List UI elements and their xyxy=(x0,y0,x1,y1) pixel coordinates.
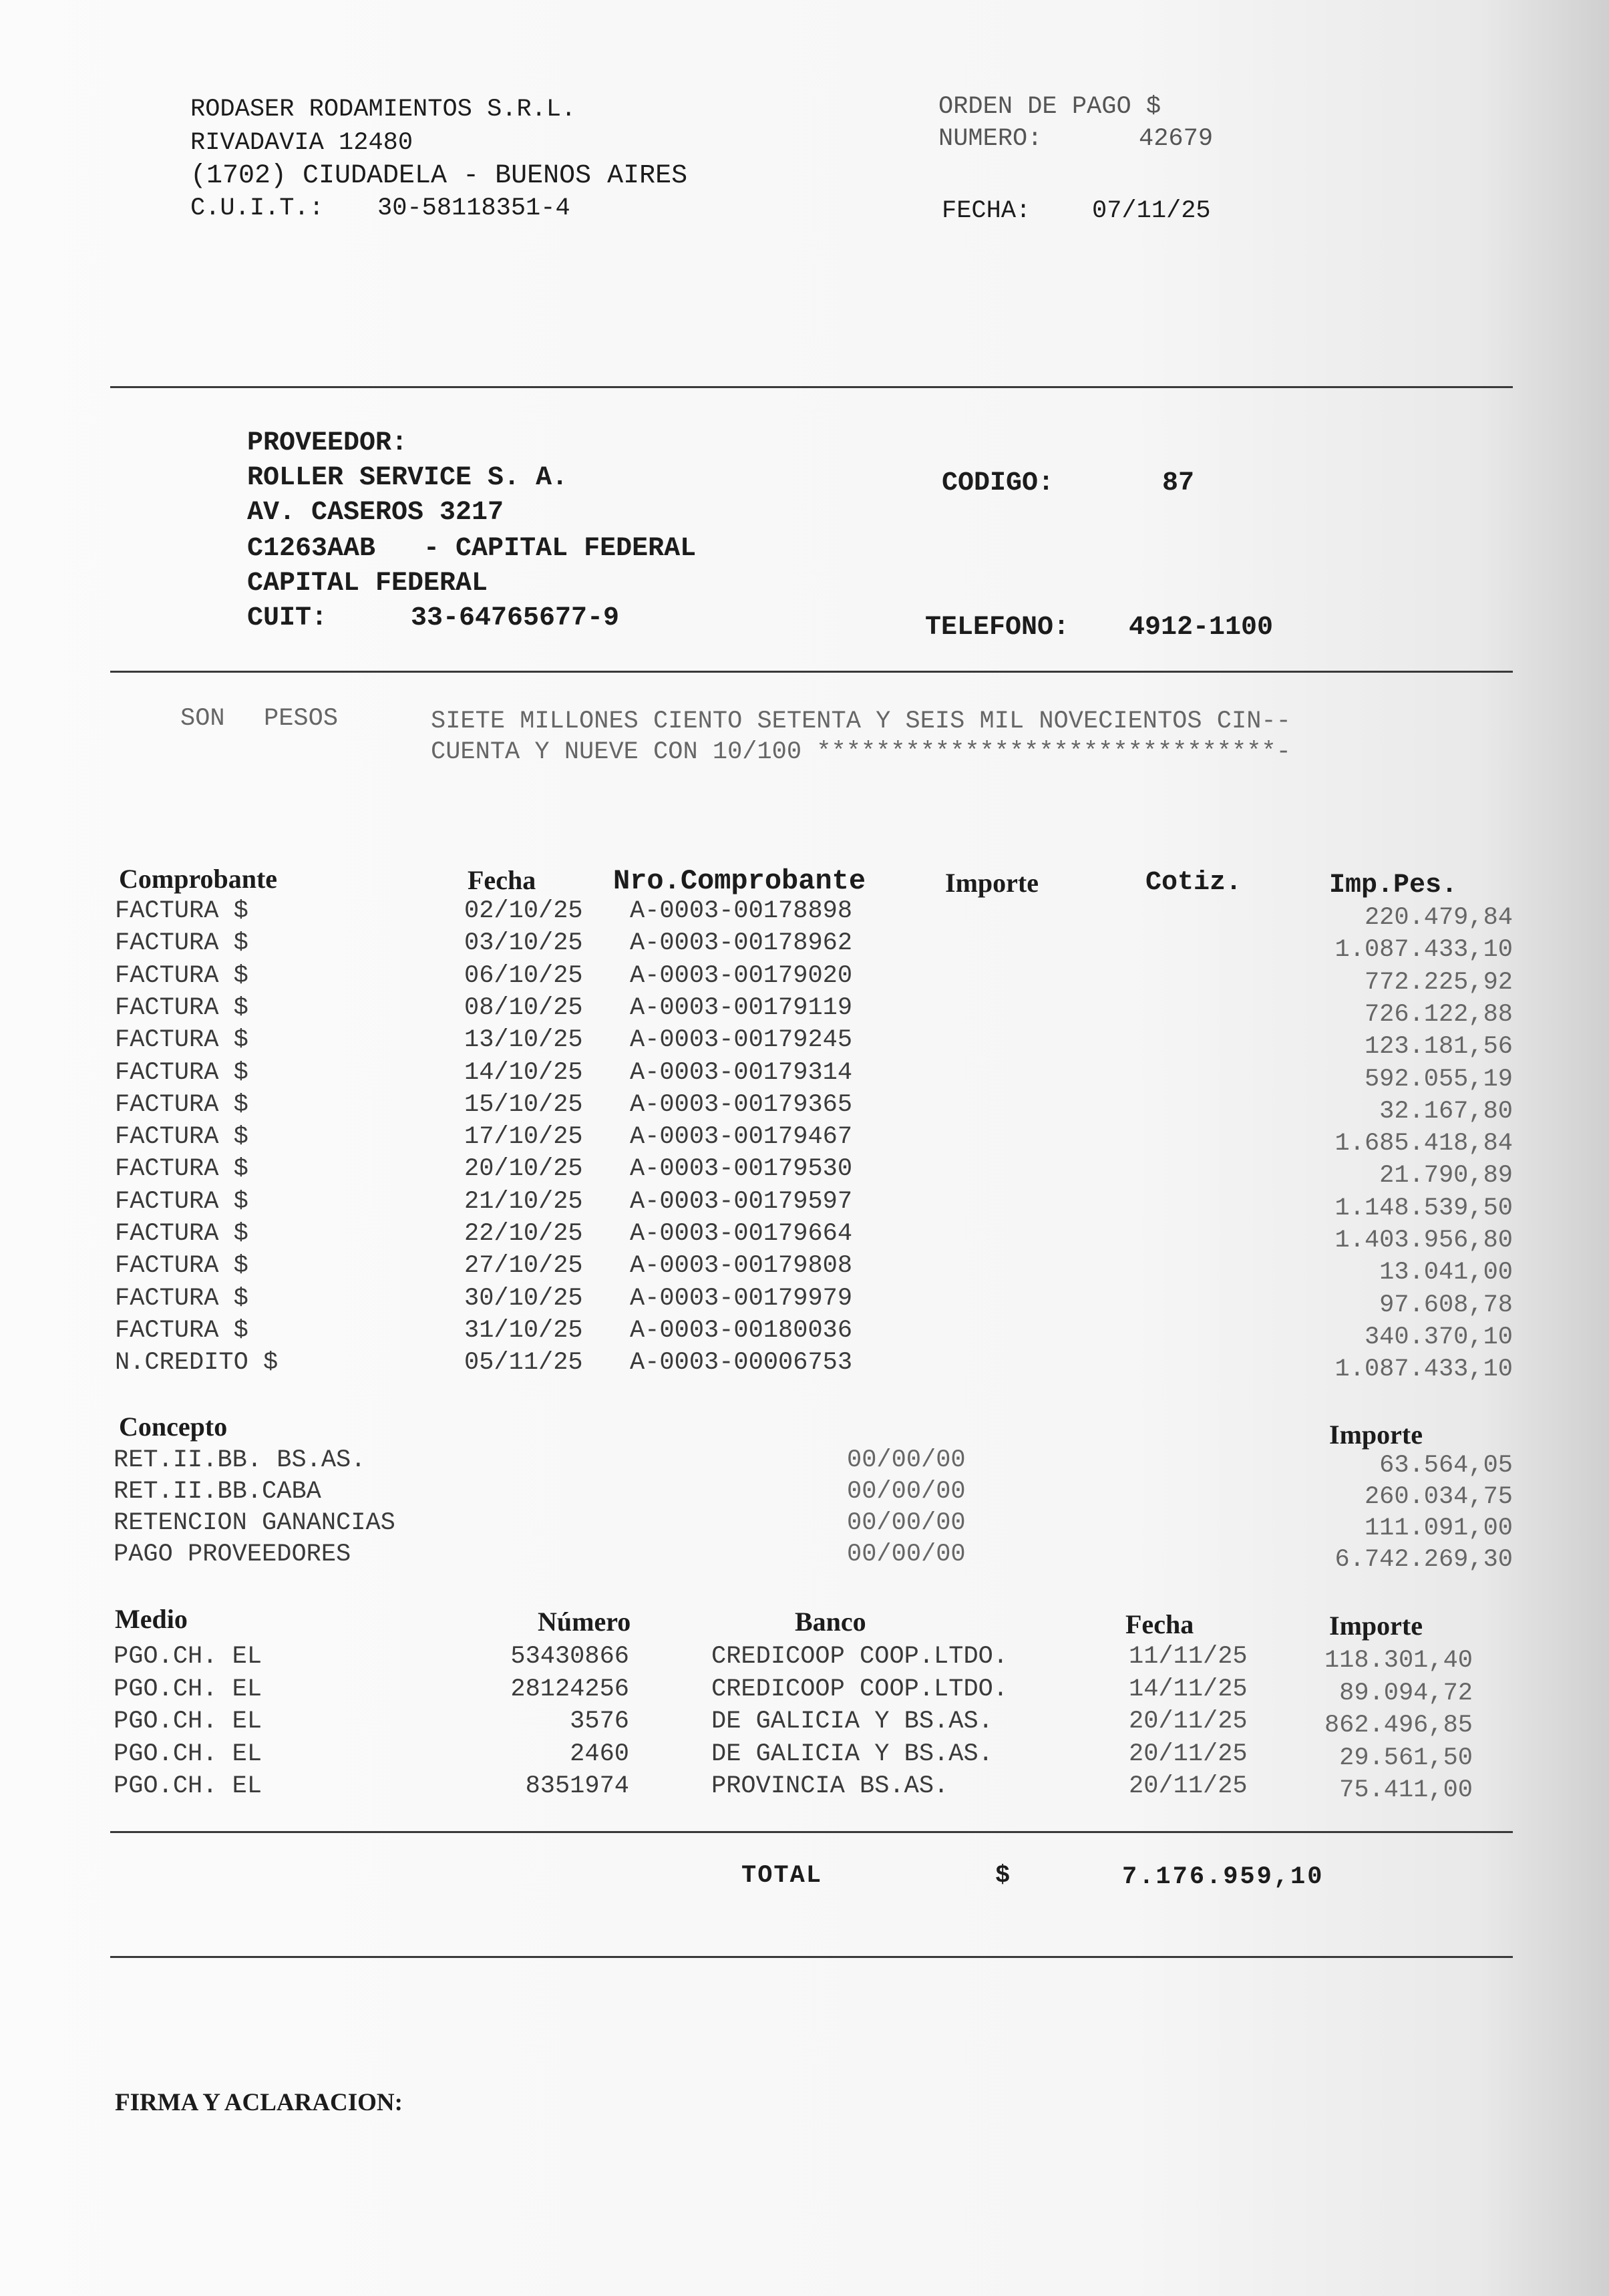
col-concepto-importe: Importe xyxy=(1329,1420,1423,1450)
payment-importe: 862.496,85 xyxy=(1324,1711,1473,1740)
payment-numero: 3576 xyxy=(570,1707,629,1736)
voucher-type: FACTURA $ xyxy=(115,1284,248,1313)
concept-row xyxy=(0,1507,1609,1542)
voucher-amount: 32.167,80 xyxy=(1379,1097,1513,1126)
concept-row xyxy=(0,1444,1609,1480)
voucher-row xyxy=(0,1121,1609,1158)
voucher-number: A-0003-00179119 xyxy=(630,993,853,1022)
voucher-date: 13/10/25 xyxy=(464,1026,583,1055)
provider-postal: C1263AAB - CAPITAL FEDERAL xyxy=(247,534,697,564)
order-number: 42679 xyxy=(1139,125,1214,153)
voucher-date: 14/10/25 xyxy=(464,1058,583,1087)
payment-importe: 89.094,72 xyxy=(1339,1679,1473,1707)
voucher-date: 15/10/25 xyxy=(464,1090,583,1119)
concept-date: 00/00/00 xyxy=(847,1478,966,1506)
voucher-number: A-0003-00179979 xyxy=(630,1284,853,1313)
provider-phone: 4912-1100 xyxy=(1129,613,1274,643)
payment-banco: CREDICOOP COOP.LTDO. xyxy=(711,1675,1009,1703)
voucher-number: A-0003-00179245 xyxy=(630,1026,853,1055)
voucher-amount: 340.370,10 xyxy=(1364,1323,1513,1351)
provider-address: AV. CASEROS 3217 xyxy=(247,498,504,528)
voucher-date: 31/10/25 xyxy=(464,1316,583,1345)
order-title: ORDEN DE PAGO $ xyxy=(938,93,1161,121)
provider-province: CAPITAL FEDERAL xyxy=(247,568,488,599)
payment-fecha: 20/11/25 xyxy=(1129,1772,1248,1800)
voucher-number: A-0003-00179530 xyxy=(630,1155,853,1184)
provider-name: ROLLER SERVICE S. A. xyxy=(247,463,568,493)
payment-fecha: 20/11/25 xyxy=(1129,1740,1248,1768)
payment-fecha: 20/11/25 xyxy=(1129,1707,1248,1736)
payment-fecha: 14/11/25 xyxy=(1129,1675,1248,1703)
col-pago-fecha: Fecha xyxy=(1125,1609,1194,1639)
concept-date: 00/00/00 xyxy=(847,1540,966,1569)
voucher-type: FACTURA $ xyxy=(115,1058,248,1087)
amount-words-line2: CUENTA Y NUEVE CON 10/100 *******************************- xyxy=(431,738,1291,766)
col-importe: Importe xyxy=(945,868,1039,898)
voucher-number: A-0003-00178962 xyxy=(630,929,853,958)
voucher-date: 02/10/25 xyxy=(464,897,583,925)
voucher-date: 03/10/25 xyxy=(464,929,583,958)
payment-medio: PGO.CH. EL xyxy=(114,1643,262,1671)
voucher-amount: 1.148.539,50 xyxy=(1334,1194,1513,1222)
payment-numero: 2460 xyxy=(570,1740,629,1768)
voucher-row xyxy=(0,1283,1609,1319)
col-fecha: Fecha xyxy=(468,865,536,895)
payment-medio: PGO.CH. EL xyxy=(114,1740,262,1768)
payment-numero: 53430866 xyxy=(510,1643,629,1671)
order-date-label: FECHA: xyxy=(942,197,1031,225)
col-pago-importe: Importe xyxy=(1329,1611,1423,1641)
payment-medio: PGO.CH. EL xyxy=(114,1675,262,1703)
voucher-row xyxy=(0,992,1609,1029)
voucher-type: N.CREDITO $ xyxy=(115,1349,279,1377)
order-date: 07/11/25 xyxy=(1092,197,1211,225)
voucher-date: 08/10/25 xyxy=(464,993,583,1022)
payment-medio: PGO.CH. EL xyxy=(114,1707,262,1736)
concept-name: RET.II.BB.CABA xyxy=(114,1478,321,1506)
company-city: (1702) CIUDADELA - BUENOS AIRES xyxy=(190,161,688,191)
voucher-row xyxy=(0,1250,1609,1287)
voucher-row xyxy=(0,1057,1609,1094)
col-concepto: Concepto xyxy=(119,1412,228,1442)
divider-3 xyxy=(110,1831,1513,1833)
company-cuit: 30-58118351-4 xyxy=(377,194,570,222)
amount-words-line1: SIETE MILLONES CIENTO SETENTA Y SEIS MIL NOVECIENTOS CIN-- xyxy=(431,707,1291,735)
voucher-number: A-0003-00179808 xyxy=(630,1252,853,1281)
voucher-number: A-0003-00179597 xyxy=(630,1187,853,1216)
voucher-row xyxy=(0,1218,1609,1255)
voucher-row xyxy=(0,960,1609,997)
voucher-type: FACTURA $ xyxy=(115,993,248,1022)
total-amount: 7.176.959,10 xyxy=(1122,1863,1324,1891)
provider-cuit: 33-64765677-9 xyxy=(411,603,620,633)
voucher-amount: 13.041,00 xyxy=(1379,1259,1513,1287)
order-number-label: NUMERO: xyxy=(938,125,1043,153)
voucher-type: FACTURA $ xyxy=(115,1090,248,1119)
voucher-date: 27/10/25 xyxy=(464,1252,583,1281)
voucher-amount: 123.181,56 xyxy=(1364,1033,1513,1061)
voucher-amount: 21.790,89 xyxy=(1379,1162,1513,1190)
provider-heading: PROVEEDOR: xyxy=(247,428,408,458)
voucher-number: A-0003-00179020 xyxy=(630,961,853,990)
voucher-amount: 1.087.433,10 xyxy=(1334,1355,1513,1384)
concept-amount: 260.034,75 xyxy=(1364,1483,1513,1511)
payment-row xyxy=(0,1705,1609,1738)
total-label: TOTAL xyxy=(741,1862,823,1890)
voucher-row xyxy=(0,1347,1609,1384)
provider-cuit-label: CUIT: xyxy=(247,603,328,633)
voucher-row xyxy=(0,895,1609,932)
company-cuit-label: C.U.I.T.: xyxy=(190,194,324,222)
payment-numero: 28124256 xyxy=(510,1675,629,1703)
voucher-amount: 97.608,78 xyxy=(1379,1291,1513,1319)
voucher-type: FACTURA $ xyxy=(115,961,248,990)
concept-row xyxy=(0,1476,1609,1511)
concept-amount: 111.091,00 xyxy=(1364,1514,1513,1542)
voucher-type: FACTURA $ xyxy=(115,1187,248,1216)
voucher-date: 05/11/25 xyxy=(464,1349,583,1377)
payment-row xyxy=(0,1770,1609,1802)
signature-label: FIRMA Y ACLARACION: xyxy=(115,2089,403,2116)
payment-banco: DE GALICIA Y BS.AS. xyxy=(711,1707,993,1736)
voucher-amount: 772.225,92 xyxy=(1364,968,1513,997)
payment-medio: PGO.CH. EL xyxy=(114,1772,262,1800)
voucher-amount: 220.479,84 xyxy=(1364,904,1513,932)
voucher-type: FACTURA $ xyxy=(115,929,248,958)
voucher-type: FACTURA $ xyxy=(115,1252,248,1281)
company-address: RIVADAVIA 12480 xyxy=(190,129,413,157)
concept-name: PAGO PROVEEDORES xyxy=(114,1540,351,1569)
voucher-date: 22/10/25 xyxy=(464,1220,583,1248)
voucher-row xyxy=(0,1186,1609,1222)
voucher-row xyxy=(0,1315,1609,1351)
voucher-type: FACTURA $ xyxy=(115,1155,248,1184)
voucher-row xyxy=(0,927,1609,965)
payment-row xyxy=(0,1738,1609,1770)
voucher-number: A-0003-00178898 xyxy=(630,897,853,925)
concept-row xyxy=(0,1538,1609,1574)
col-banco: Banco xyxy=(795,1607,866,1637)
voucher-row xyxy=(0,1024,1609,1061)
voucher-date: 21/10/25 xyxy=(464,1187,583,1216)
voucher-number: A-0003-00179365 xyxy=(630,1090,853,1119)
voucher-number: A-0003-00006753 xyxy=(630,1349,853,1377)
total-currency: $ xyxy=(995,1862,1011,1890)
voucher-date: 17/10/25 xyxy=(464,1123,583,1152)
payment-banco: DE GALICIA Y BS.AS. xyxy=(711,1740,993,1768)
col-imp-pes: Imp.Pes. xyxy=(1329,870,1458,900)
voucher-number: A-0003-00179467 xyxy=(630,1123,853,1152)
payment-row xyxy=(0,1641,1609,1673)
col-medio: Medio xyxy=(115,1604,188,1634)
payment-row xyxy=(0,1673,1609,1705)
payment-banco: CREDICOOP COOP.LTDO. xyxy=(711,1643,1009,1671)
voucher-number: A-0003-00179314 xyxy=(630,1058,853,1087)
voucher-amount: 1.403.956,80 xyxy=(1334,1226,1513,1255)
divider-4 xyxy=(110,1956,1513,1958)
voucher-type: FACTURA $ xyxy=(115,1220,248,1248)
col-numero: Número xyxy=(538,1607,631,1637)
provider-code: 87 xyxy=(1162,468,1195,498)
payment-banco: PROVINCIA BS.AS. xyxy=(711,1772,949,1800)
concept-name: RET.II.BB. BS.AS. xyxy=(114,1446,366,1474)
voucher-amount: 726.122,88 xyxy=(1364,1000,1513,1029)
concept-amount: 63.564,05 xyxy=(1379,1452,1513,1480)
voucher-type: FACTURA $ xyxy=(115,1123,248,1152)
voucher-type: FACTURA $ xyxy=(115,1316,248,1345)
voucher-amount: 1.685.418,84 xyxy=(1334,1130,1513,1158)
voucher-date: 30/10/25 xyxy=(464,1284,583,1313)
provider-code-label: CODIGO: xyxy=(942,468,1055,498)
voucher-number: A-0003-00179664 xyxy=(630,1220,853,1248)
col-cotiz: Cotiz. xyxy=(1145,868,1242,898)
voucher-type: FACTURA $ xyxy=(115,897,248,925)
voucher-date: 20/10/25 xyxy=(464,1155,583,1184)
voucher-type: FACTURA $ xyxy=(115,1026,248,1055)
son-label: SON xyxy=(180,705,225,733)
concept-name: RETENCION GANANCIAS xyxy=(114,1509,395,1537)
col-comprobante: Comprobante xyxy=(119,864,278,894)
payment-importe: 118.301,40 xyxy=(1324,1647,1473,1675)
company-name: RODASER RODAMIENTOS S.R.L. xyxy=(190,96,576,124)
payment-importe: 75.411,00 xyxy=(1339,1776,1473,1804)
voucher-row xyxy=(0,1153,1609,1190)
concept-amount: 6.742.269,30 xyxy=(1334,1546,1513,1574)
payment-fecha: 11/11/25 xyxy=(1129,1643,1248,1671)
voucher-amount: 592.055,19 xyxy=(1364,1065,1513,1094)
voucher-amount: 1.087.433,10 xyxy=(1334,936,1513,965)
divider-1 xyxy=(110,386,1513,388)
voucher-date: 06/10/25 xyxy=(464,961,583,990)
concept-date: 00/00/00 xyxy=(847,1446,966,1474)
divider-2 xyxy=(110,671,1513,673)
payment-numero: 8351974 xyxy=(525,1772,629,1800)
voucher-row xyxy=(0,1089,1609,1126)
concept-date: 00/00/00 xyxy=(847,1509,966,1537)
payment-importe: 29.561,50 xyxy=(1339,1744,1473,1772)
pesos-label: PESOS xyxy=(264,705,339,733)
voucher-number: A-0003-00180036 xyxy=(630,1316,853,1345)
provider-phone-label: TELEFONO: xyxy=(925,613,1070,643)
col-nro-comprobante: Nro.Comprobante xyxy=(613,865,866,897)
